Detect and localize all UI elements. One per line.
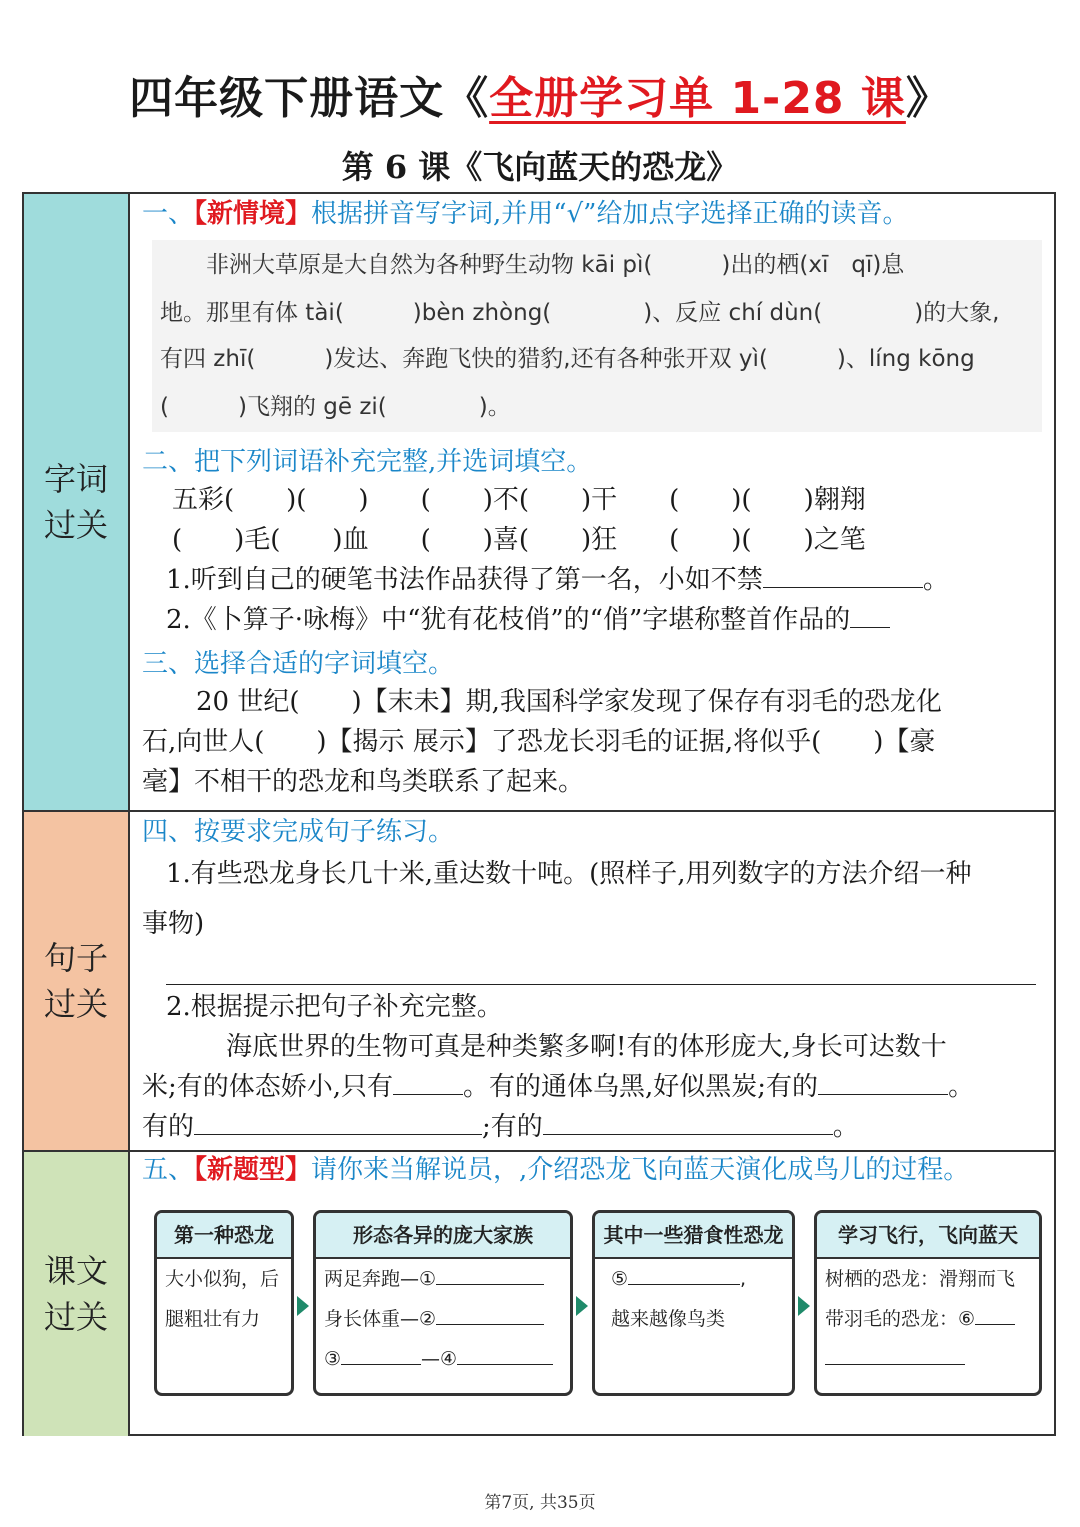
pinyin-line: 地。那里有体 tài( )bèn zhòng( )、反应 chí dùn( )的大象, [160, 300, 1000, 326]
sentence-item-1: 1.有些恐龙身长几十米,重达数十吨。(照样子,用列数字的方法介绍一种 [166, 859, 972, 889]
answer-blank[interactable] [850, 626, 890, 628]
passage-line: 石,向世人( )【揭示 展示】了恐龙长羽毛的证据,将似乎( )【豪 [142, 727, 936, 757]
section-label-words: 字词过关 [24, 194, 130, 810]
idiom-row: 五彩( )( ) ( )不( )干 ( )( )翱翔 [172, 485, 866, 515]
question-2-heading: 二、把下列词语补充完整,并选词填空。 [142, 447, 593, 477]
new-type-tag: 【新题型】 [194, 1155, 312, 1185]
worksheet-table [22, 192, 1056, 1436]
question-3 [142, 646, 1044, 802]
answer-blank[interactable] [194, 1133, 482, 1135]
answer-blank[interactable] [543, 1133, 833, 1135]
flow-box-4: 学习飞行，飞向蓝天 树栖的恐龙：滑翔而飞 带羽毛的恐龙：⑥ [814, 1210, 1042, 1396]
page-title [0, 62, 1080, 126]
passage-line: 毫】不相干的恐龙和鸟类联系了起来。 [142, 767, 585, 797]
pinyin-passage [152, 240, 1042, 432]
pinyin-line: ( )飞翔的 gē zi( )。 [160, 394, 511, 420]
sentence-item-2: 2.根据提示把句子补充完整。 [166, 992, 503, 1022]
divider [130, 810, 1054, 812]
section-label-sentences: 句子过关 [24, 810, 130, 1150]
pinyin-line: 非洲大草原是大自然为各种野生动物 kāi pì( )出的栖(xī qī)息 [206, 252, 905, 278]
fill-item-1: 1.听到自己的硬笔书法作品获得了第一名，小如不禁 。 [166, 565, 949, 595]
idiom-row: ( )毛( )血 ( )喜( )狂 ( )( )之笔 [172, 525, 866, 555]
answer-line[interactable] [166, 950, 1036, 985]
flow-box-3: 其中一些猎食性恐龙 ⑤ , 越来越像鸟类 [592, 1210, 795, 1396]
question-5-heading: 五、【新题型】请你来当解说员，,介绍恐龙飞向蓝天演化成鸟儿的过程。 [142, 1155, 970, 1185]
lesson-title: 第 6 课《飞向蓝天的恐龙》 [341, 148, 739, 186]
page-number: 第7页, 共35页 [484, 1493, 596, 1513]
passage-line: 20 世纪( )【末未】期,我国科学家发现了保存有羽毛的恐龙化 [196, 687, 942, 717]
answer-blank[interactable] [628, 1283, 740, 1285]
answer-blank[interactable] [457, 1363, 553, 1365]
title-highlight: 全册学习单 1-28 课 [489, 73, 906, 124]
answer-blank[interactable] [436, 1323, 544, 1325]
question-1-heading: 一、【新情境】根据拼音写字词,并用“√”给加点字选择正确的读音。 [142, 199, 909, 229]
answer-blank[interactable] [763, 586, 923, 588]
paragraph-line: 米;有的体态娇小,只有 。有的通体乌黑,好似黑炭;有的 。 [142, 1072, 975, 1102]
question-4-heading: 四、按要求完成句子练习。 [142, 817, 455, 847]
answer-blank[interactable] [436, 1283, 544, 1285]
answer-blank[interactable] [393, 1093, 463, 1095]
fill-item-2: 2.《卜算子·咏梅》中“犹有花枝俏”的“俏”字堪称整首作品的 [142, 600, 1044, 640]
arrow-right-icon [576, 1296, 588, 1316]
answer-blank[interactable] [975, 1323, 1015, 1325]
question-2 [142, 444, 1044, 640]
answer-blank[interactable] [825, 1363, 965, 1365]
question-4: 四、按要求完成句子练习。 1.有些恐龙身长几十米,重达数十吨。(照样子,用列数字的方法介绍一种 事物) 2.根据提示把句子补充完整。 海底世界的生物可真是种类繁多啊!有的体形庞大,身长可达数十 米;有的体态娇小,只有 。有的通体乌黑,好似黑炭;有的 。 有的 ;有的 。 [142, 814, 1044, 1147]
answer-blank[interactable] [818, 1093, 948, 1095]
pinyin-line: 有四 zhī( )发达、奔跑飞快的猎豹,还有各种张开双 yì( )、líng kōng [160, 346, 975, 372]
title-prefix: 四年级下册语文《 [129, 73, 490, 124]
paragraph-line: 有的 ;有的 。 [142, 1112, 859, 1142]
new-context-tag: 【新情境】 [194, 199, 312, 229]
title-suffix: 》 [905, 73, 951, 124]
flow-box-2: 形态各异的庞大家族 两足奔跑—① 身长体重—② ③ —④ [313, 1210, 573, 1396]
section-label-text: 课文过关 [24, 1150, 130, 1436]
arrow-right-icon [798, 1296, 810, 1316]
answer-blank[interactable] [341, 1363, 421, 1365]
flow-box-1: 第一种恐龙 大小似狗，后 腿粗壮有力 [154, 1210, 294, 1396]
question-3-heading: 三、选择合适的字词填空。 [142, 649, 455, 679]
arrow-right-icon [297, 1296, 309, 1316]
paragraph-line: 海底世界的生物可真是种类繁多啊!有的体形庞大,身长可达数十 [226, 1032, 947, 1062]
